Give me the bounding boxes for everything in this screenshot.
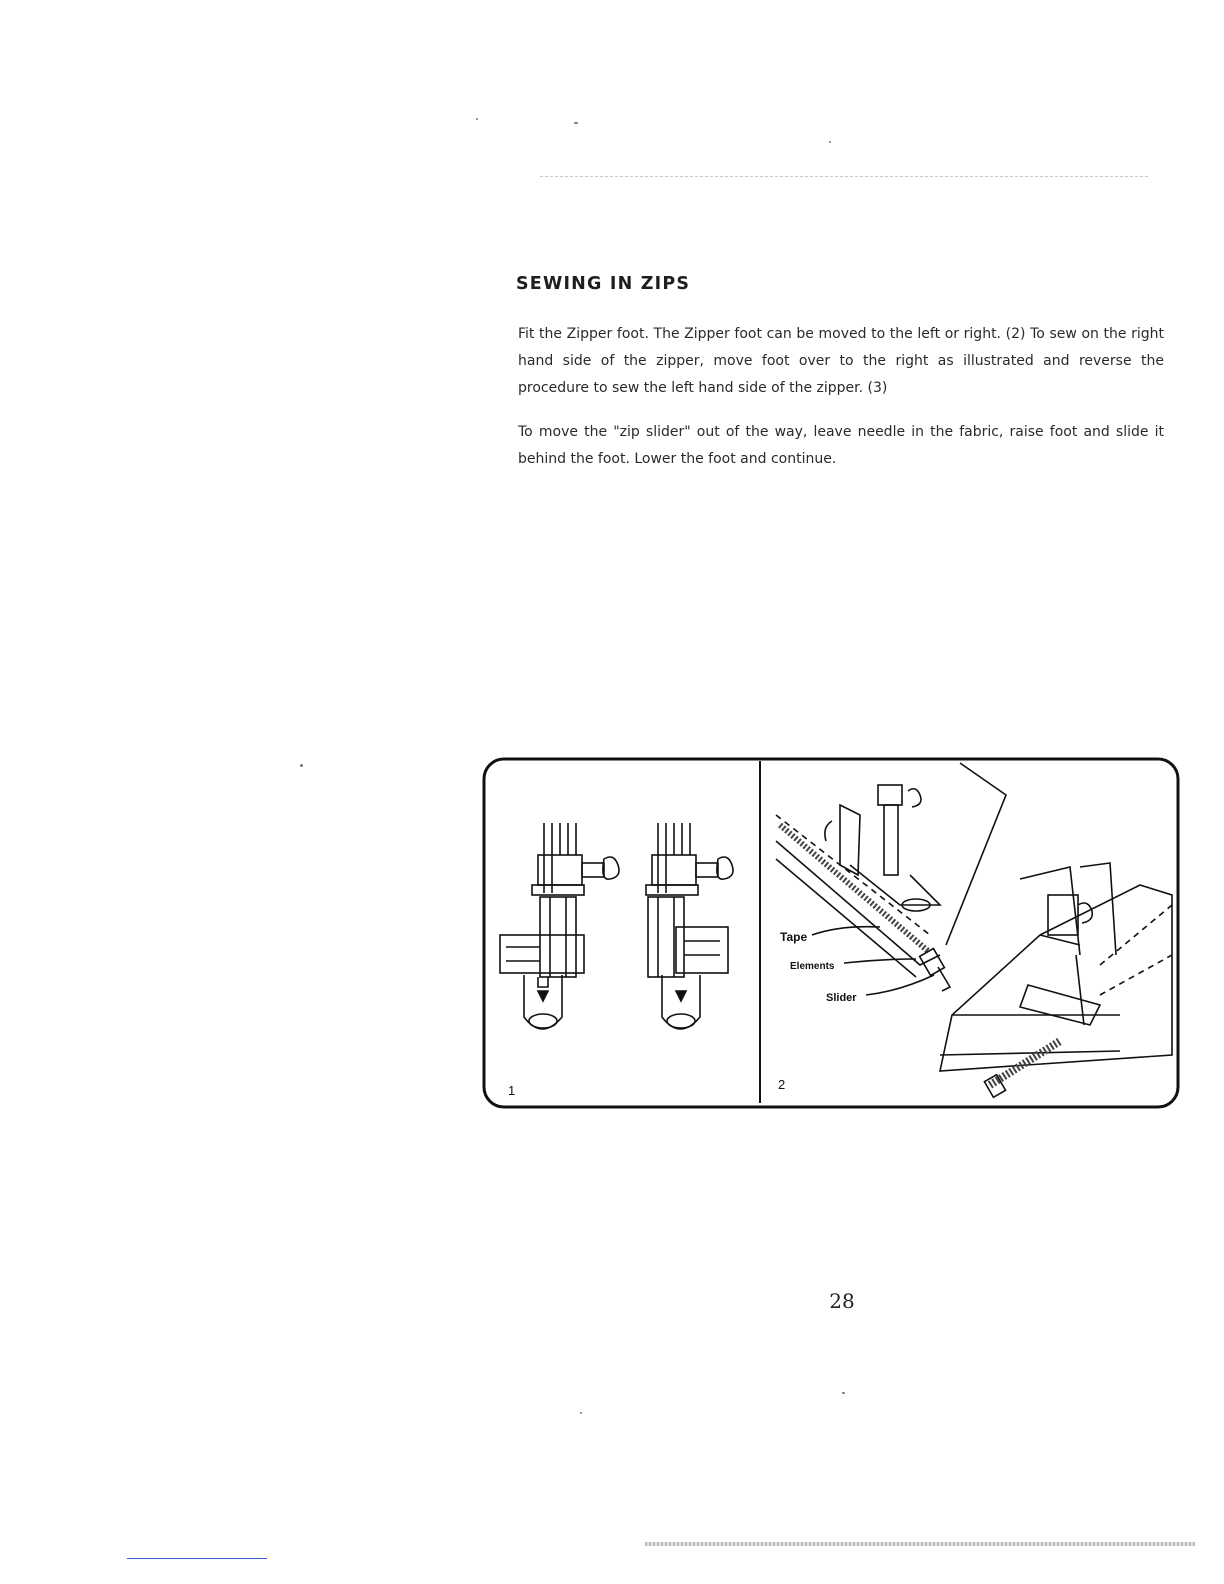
scan-speck: [476, 118, 478, 120]
zipper-foot-right-position: [646, 823, 733, 1029]
instruction-paragraph-zipper-foot: Fit the Zipper foot. The Zipper foot can be moved to the left or right. (2) To sew on the right hand side of the zipper, move foot over to the right as illustrated and reverse the procedure to sew the left hand side of the zipper. (3): [518, 326, 1164, 396]
panel-1-zipper-feet: [500, 823, 733, 1029]
zip-slider-illustration: [920, 948, 950, 991]
scan-speck: [574, 122, 578, 124]
link-underline: [127, 1558, 267, 1559]
scan-speck: [580, 1412, 582, 1414]
scan-speck: [842, 1392, 845, 1394]
callout-slider: Slider: [826, 992, 857, 1004]
page-number: 28: [829, 1289, 855, 1313]
zipper-foot-illustration: [480, 755, 1182, 1113]
callout-tape: Tape: [780, 930, 808, 944]
scan-bottom-rule: [645, 1542, 1195, 1546]
instruction-paragraph-zip-slider: To move the "zip slider" out of the way, leave needle in the fabric, raise foot and slide it behind the foot. Lower the foot and continue.: [518, 424, 1164, 467]
section-title: SEWING IN ZIPS: [516, 273, 691, 294]
scan-artifact-line: [540, 176, 1148, 177]
panel-2-sewing-scene: [776, 763, 1172, 1097]
panel-2-number: 2: [778, 1077, 786, 1092]
zipper-foot-left-position: [500, 823, 619, 1029]
callout-elements: Elements: [790, 961, 835, 972]
panel-1-number: 1: [508, 1083, 516, 1098]
figure-frame: [484, 759, 1178, 1107]
scan-speck: [300, 764, 303, 767]
scan-speck: [829, 141, 831, 143]
